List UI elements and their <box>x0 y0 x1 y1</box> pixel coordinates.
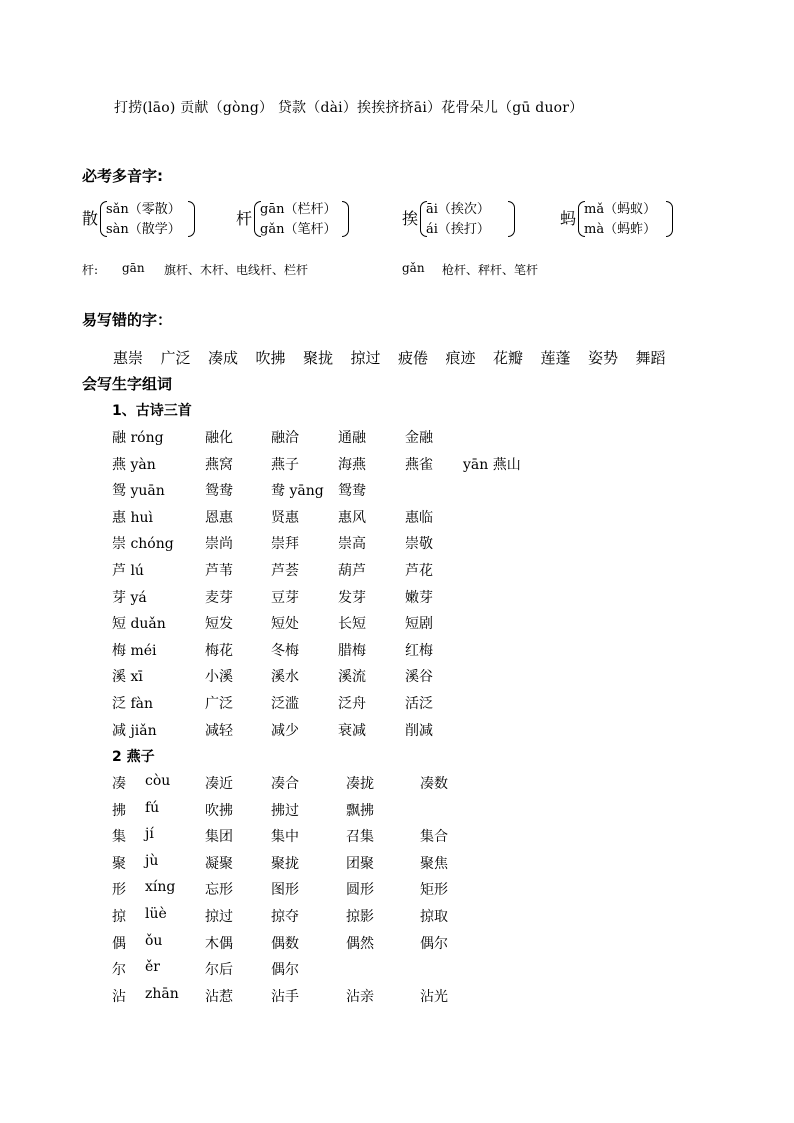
pinyin: xíng <box>145 879 176 896</box>
word: 溪流 <box>338 669 366 686</box>
char: 拂 <box>112 802 126 819</box>
vocab-heading: 会写生字组词 <box>82 375 173 393</box>
reading-1: gān（栏杆） <box>260 202 337 217</box>
reading-1: āi（挨次） <box>426 202 490 217</box>
easy-word: 聚拢 <box>303 349 334 367</box>
word: 贤惠 <box>271 509 299 526</box>
char-pinyin: 鸳 yuān <box>112 483 165 500</box>
easy-word: 莲蓬 <box>540 349 571 367</box>
word: 崇拜 <box>271 536 299 553</box>
polyphonic-char: 杆 <box>236 209 253 228</box>
word: 鸯 yāng <box>271 483 324 500</box>
word: 掠影 <box>346 909 374 925</box>
word: 集中 <box>271 829 299 846</box>
word: 鸳鸯 <box>338 483 366 500</box>
polyphonic-char: 蚂 <box>560 209 577 228</box>
word: 发芽 <box>338 589 366 606</box>
right-brace <box>188 201 195 237</box>
word: 忘形 <box>205 882 233 899</box>
word: 偶然 <box>346 935 374 952</box>
gan-pinyin-1: gān <box>122 261 145 275</box>
lesson1-title: 1、古诗三首 <box>112 403 192 419</box>
word: 冬梅 <box>271 642 299 659</box>
word: 崇尚 <box>205 536 233 553</box>
gan-pinyin-2: gǎn <box>402 261 425 275</box>
word: 燕窝 <box>205 456 233 473</box>
word: 芦苇 <box>205 563 233 579</box>
word: 腊梅 <box>338 642 366 659</box>
word: 衰减 <box>338 722 366 739</box>
char-pinyin: 惠 huì <box>112 509 153 526</box>
char-pinyin: 泛 fàn <box>112 696 153 712</box>
word: yān 燕山 <box>463 456 521 473</box>
word: 偶尔 <box>420 935 448 952</box>
reading-2: gǎn（笔杆） <box>260 222 337 237</box>
word: 小溪 <box>205 669 233 686</box>
polyphonic-block <box>402 196 532 240</box>
word: 葫芦 <box>338 563 366 579</box>
char-pinyin: 融 róng <box>112 430 164 446</box>
polyphonic-block <box>82 196 212 240</box>
word: 拂过 <box>271 802 299 819</box>
word: 广泛 <box>205 696 233 712</box>
gan-words-2: 枪杆、秤杆、笔杆 <box>442 263 539 277</box>
right-brace <box>508 201 515 237</box>
word: 沾光 <box>420 988 448 1005</box>
word: 惠临 <box>405 509 433 526</box>
word: 凝聚 <box>205 855 233 872</box>
word: 召集 <box>346 829 374 846</box>
word: 崇高 <box>338 536 366 553</box>
word: 掠夺 <box>271 909 299 925</box>
char-pinyin: 崇 chóng <box>112 536 174 553</box>
char-pinyin: 芦 lú <box>112 563 144 579</box>
gan-label: 杆: <box>82 263 99 277</box>
pinyin: ěr <box>145 959 160 976</box>
easy-word: 姿势 <box>588 349 619 367</box>
word: 梅花 <box>205 642 233 659</box>
word: 尔后 <box>205 962 233 979</box>
word: 金融 <box>405 430 433 446</box>
gan-words-1: 旗杆、木杆、电线杆、栏杆 <box>164 263 309 277</box>
word: 泛滥 <box>271 696 299 712</box>
easy-word: 疲倦 <box>398 349 429 367</box>
word: 掠取 <box>420 909 448 925</box>
word: 麦芽 <box>205 589 233 606</box>
polyphonic-block <box>560 196 690 240</box>
word: 图形 <box>271 882 299 899</box>
word: 偶数 <box>271 935 299 952</box>
char: 掠 <box>112 909 126 925</box>
word: 嫩芽 <box>405 589 433 606</box>
easy-word: 凑成 <box>208 349 239 367</box>
word: 通融 <box>338 430 366 446</box>
word: 吹拂 <box>205 802 233 819</box>
pinyin: zhān <box>145 985 179 1002</box>
word: 凑近 <box>205 776 233 792</box>
word: 短剧 <box>405 616 433 633</box>
word: 沾亲 <box>346 988 374 1005</box>
word: 减轻 <box>205 722 233 739</box>
word: 长短 <box>338 616 366 633</box>
char-pinyin: 梅 méi <box>112 642 157 659</box>
word: 凑数 <box>420 776 448 792</box>
easy-word: 花瓣 <box>493 349 524 367</box>
char: 沾 <box>112 988 126 1005</box>
reading-2: sàn（散学） <box>106 222 181 237</box>
word: 集合 <box>420 829 448 846</box>
word: 融化 <box>205 430 233 446</box>
word: 芦花 <box>405 563 433 579</box>
reading-2: ái（挨打） <box>426 222 490 237</box>
word: 凑合 <box>271 776 299 792</box>
word: 海燕 <box>338 456 366 473</box>
char-pinyin: 短 duǎn <box>112 616 166 633</box>
char: 凑 <box>112 776 126 792</box>
easy-word: 舞蹈 <box>635 349 666 367</box>
char: 偶 <box>112 935 126 952</box>
intro-words-line: 打捞(lāo) 贡献（gòng） 贷款（dài）挨挨挤挤āi）花骨朵儿（gū duor） <box>114 100 584 116</box>
easy-word: 吹拂 <box>255 349 286 367</box>
word: 短处 <box>271 616 299 633</box>
easy-word: 痕迹 <box>445 349 476 367</box>
char-pinyin: 芽 yá <box>112 589 147 606</box>
word: 红梅 <box>405 642 433 659</box>
word: 飘拂 <box>346 802 374 819</box>
word: 掠过 <box>205 909 233 925</box>
word: 鸳鸯 <box>205 483 233 500</box>
reading-1: mǎ（蚂蚁） <box>584 202 657 217</box>
word: 团聚 <box>346 855 374 872</box>
easy-heading: 易写错的字： <box>82 311 173 329</box>
char: 集 <box>112 829 126 846</box>
easy-word: 广泛 <box>160 349 191 367</box>
pinyin: jí <box>145 826 154 843</box>
word: 集团 <box>205 829 233 846</box>
right-brace <box>666 201 673 237</box>
word: 崇敬 <box>405 536 433 553</box>
word: 沾惹 <box>205 988 233 1005</box>
word: 聚焦 <box>420 855 448 872</box>
easy-word: 惠崇 <box>113 349 144 367</box>
char-pinyin: 燕 yàn <box>112 456 156 473</box>
pinyin: lüè <box>145 906 167 922</box>
word: 芦荟 <box>271 563 299 579</box>
char: 聚 <box>112 855 126 872</box>
pinyin: fú <box>145 799 160 816</box>
word: 泛舟 <box>338 696 366 712</box>
word: 矩形 <box>420 882 448 899</box>
polyphonic-block <box>236 196 366 240</box>
reading-2: mà（蚂蚱） <box>584 222 657 237</box>
pinyin: jù <box>145 852 159 869</box>
word: 偶尔 <box>271 962 299 979</box>
word: 木偶 <box>205 935 233 952</box>
word: 惠风 <box>338 509 366 526</box>
word: 活泛 <box>405 696 433 712</box>
easy-word: 掠过 <box>350 349 381 367</box>
polyphonic-char: 散 <box>82 209 99 228</box>
polyphonic-char: 挨 <box>402 209 419 228</box>
reading-1: sǎn（零散） <box>106 202 181 217</box>
word: 减少 <box>271 722 299 739</box>
word: 豆芽 <box>271 589 299 606</box>
word: 凑拢 <box>346 776 374 792</box>
word: 恩惠 <box>205 509 233 526</box>
word: 短发 <box>205 616 233 633</box>
word: 融洽 <box>271 430 299 446</box>
word: 沾手 <box>271 988 299 1005</box>
char: 尔 <box>112 962 126 979</box>
right-brace <box>342 201 349 237</box>
word: 溪水 <box>271 669 299 686</box>
char-pinyin: 减 jiǎn <box>112 722 157 739</box>
pinyin: ǒu <box>145 932 163 949</box>
lesson2-title: 2 燕子 <box>112 749 155 765</box>
char-pinyin: 溪 xī <box>112 669 143 686</box>
polyphonic-heading: 必考多音字: <box>82 167 163 185</box>
word: 溪谷 <box>405 669 433 686</box>
word: 聚拢 <box>271 855 299 872</box>
word: 燕子 <box>271 456 299 473</box>
word: 削减 <box>405 722 433 739</box>
pinyin: còu <box>145 773 171 789</box>
char: 形 <box>112 882 126 899</box>
word: 圆形 <box>346 882 374 899</box>
word: 燕雀 <box>405 456 433 473</box>
